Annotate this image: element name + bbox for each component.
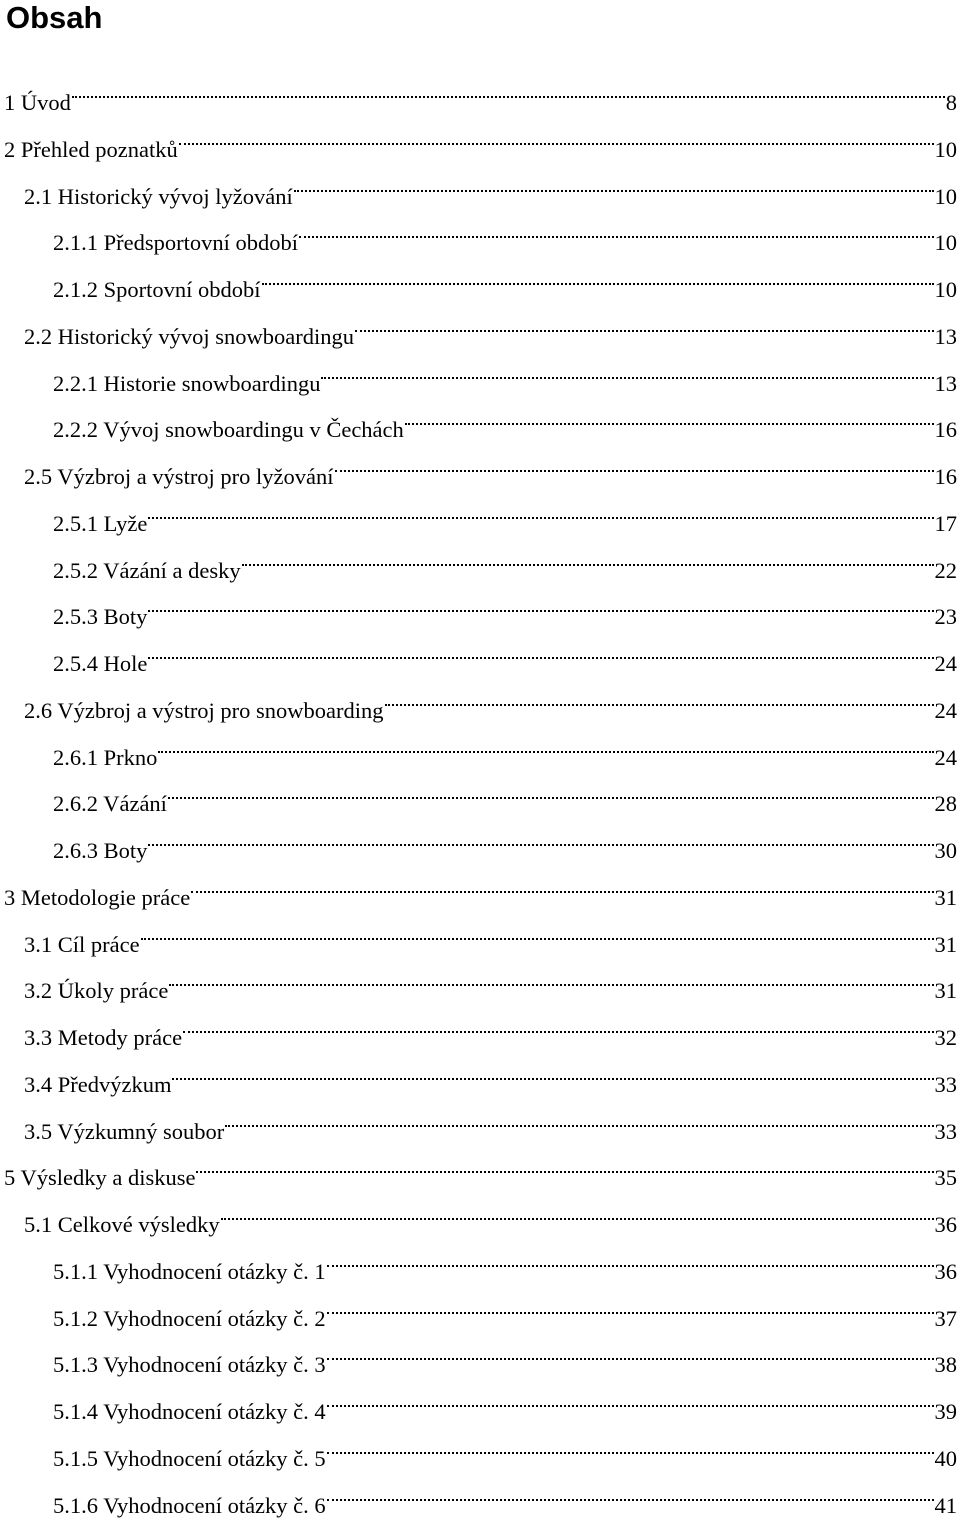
toc-dot-leader [327, 1233, 934, 1279]
toc-entry-page-number: 36 [935, 1202, 960, 1248]
toc-entry[interactable] [24, 1093, 960, 1139]
toc-entry[interactable] [24, 158, 960, 204]
toc-entry-label: 1 Úvod [4, 80, 71, 126]
toc-entry[interactable] [24, 952, 960, 998]
toc-entry-label: 5.1.4 Vyhodnocení otázky č. 4 [53, 1389, 326, 1435]
toc-entry-label: 5.1 Celkové výsledky [24, 1202, 220, 1248]
toc-entry-page-number: 10 [935, 220, 960, 266]
toc-entry[interactable] [53, 812, 960, 858]
toc-entry-page-number: 8 [946, 80, 960, 126]
toc-dot-leader [169, 952, 933, 998]
toc-dot-leader [299, 204, 934, 250]
toc-dot-leader [72, 64, 945, 110]
toc-entry-label: 3 Metodologie práce [4, 875, 190, 921]
toc-entry-page-number: 36 [935, 1249, 960, 1295]
toc-entry-page-number: 16 [935, 407, 960, 453]
toc-entry[interactable] [24, 1046, 960, 1092]
toc-entry[interactable] [4, 859, 960, 905]
toc-dot-leader [172, 1046, 933, 1092]
toc-entry-page-number: 38 [935, 1342, 960, 1388]
toc-entry-page-number: 24 [935, 688, 960, 734]
toc-dot-leader [327, 1420, 934, 1466]
toc-entry-label: 3.4 Předvýzkum [24, 1062, 171, 1108]
toc-entry-label: 2.5 Výzbroj a výstroj pro lyžování [24, 454, 334, 500]
toc-entry-page-number: 35 [935, 1155, 960, 1201]
toc-entry-page-number: 13 [935, 361, 960, 407]
toc-entry-label: 5.1.1 Vyhodnocení otázky č. 1 [53, 1249, 326, 1295]
toc-entry-page-number: 17 [935, 501, 960, 547]
toc-entry-page-number: 40 [935, 1436, 960, 1482]
toc-dot-leader [262, 251, 934, 297]
toc-entry-label: 2.2 Historický vývoj snowboardingu [24, 314, 354, 360]
toc-dot-leader [148, 625, 933, 671]
toc-entry[interactable] [53, 1326, 960, 1372]
toc-entry-label: 2.2.2 Vývoj snowboardingu v Čechách [53, 407, 404, 453]
toc-entry-label: 5.1.2 Vyhodnocení otázky č. 2 [53, 1296, 326, 1342]
toc-entry-label: 2.1.1 Předsportovní období [53, 220, 298, 266]
toc-entry[interactable] [24, 438, 960, 484]
toc-entry-label: 3.5 Výzkumný soubor [24, 1109, 224, 1155]
toc-entry[interactable] [24, 298, 960, 344]
toc-entry-page-number: 37 [935, 1296, 960, 1342]
toc-dot-leader [148, 485, 933, 531]
toc-entry[interactable] [53, 204, 960, 250]
toc-entry[interactable] [24, 1186, 960, 1232]
toc-entry[interactable] [53, 532, 960, 578]
toc-entry-page-number: 16 [935, 454, 960, 500]
toc-entry-label: 5 Výsledky a diskuse [4, 1155, 195, 1201]
toc-entry-page-number: 31 [935, 968, 960, 1014]
toc-entry[interactable] [53, 345, 960, 391]
toc-dot-leader [327, 1467, 934, 1513]
toc-dot-leader [405, 391, 934, 437]
toc-entry[interactable] [53, 1280, 960, 1326]
toc-entry-label: 3.3 Metody práce [24, 1015, 182, 1061]
toc-dot-leader [179, 111, 934, 157]
toc-dot-leader [148, 578, 933, 624]
toc-entry-label: 5.1.6 Vyhodnocení otázky č. 6 [53, 1483, 326, 1529]
toc-entry[interactable] [53, 625, 960, 671]
toc-dot-leader [191, 859, 933, 905]
toc-entry-label: 3.2 Úkoly práce [24, 968, 168, 1014]
toc-entry[interactable] [53, 391, 960, 437]
toc-entry[interactable] [53, 765, 960, 811]
toc-dot-leader [221, 1186, 934, 1232]
toc-entry-label: 2.5.4 Hole [53, 641, 147, 687]
toc-entry-page-number: 10 [935, 127, 960, 173]
toc-dot-leader [294, 158, 934, 204]
toc-entry-label: 2 Přehled poznatků [4, 127, 178, 173]
toc-dot-leader [327, 1373, 934, 1419]
toc-entry-page-number: 28 [935, 781, 960, 827]
toc-dot-leader [385, 672, 934, 718]
toc-entry-page-number: 24 [935, 735, 960, 781]
toc-entry[interactable] [53, 1420, 960, 1466]
toc-entry-page-number: 39 [935, 1389, 960, 1435]
toc-entry-label: 2.6.1 Prkno [53, 735, 157, 781]
toc-entry-label: 2.5.3 Boty [53, 594, 147, 640]
toc-dot-leader [183, 999, 933, 1045]
toc-entry-label: 2.2.1 Historie snowboardingu [53, 361, 320, 407]
toc-entry-label: 2.5.2 Vázání a desky [53, 548, 241, 594]
toc-entry-page-number: 30 [935, 828, 960, 874]
toc-entry-page-number: 32 [935, 1015, 960, 1061]
toc-entry-page-number: 31 [935, 875, 960, 921]
toc-entry-label: 2.6.2 Vázání [53, 781, 167, 827]
toc-entry[interactable] [4, 111, 960, 157]
toc-entry[interactable] [53, 485, 960, 531]
toc-entry[interactable] [4, 1139, 960, 1185]
toc-entry[interactable] [53, 1233, 960, 1279]
toc-dot-leader [158, 719, 933, 765]
toc-entry-page-number: 23 [935, 594, 960, 640]
toc-entry-label: 2.1 Historický vývoj lyžování [24, 174, 293, 220]
toc-entry-page-number: 31 [935, 922, 960, 968]
toc-entry[interactable] [24, 906, 960, 952]
toc-entry[interactable] [24, 672, 960, 718]
toc-entry-page-number: 33 [935, 1109, 960, 1155]
toc-dot-leader [335, 438, 934, 484]
toc-entry-label: 5.1.3 Vyhodnocení otázky č. 3 [53, 1342, 326, 1388]
toc-entry-page-number: 22 [935, 548, 960, 594]
toc-entry-page-number: 10 [935, 174, 960, 220]
toc-dot-leader [242, 532, 934, 578]
toc-entry[interactable] [24, 999, 960, 1045]
toc-dot-leader [321, 345, 933, 391]
toc-entry[interactable] [4, 64, 960, 110]
toc-entry-page-number: 41 [935, 1483, 960, 1529]
toc-dot-leader [196, 1139, 933, 1185]
toc-entry-label: 2.6.3 Boty [53, 828, 147, 874]
toc-entry-page-number: 13 [935, 314, 960, 360]
toc-entry-label: 2.1.2 Sportovní období [53, 267, 261, 313]
toc-entry[interactable] [53, 719, 960, 765]
toc-entry[interactable] [53, 251, 960, 297]
toc-entry-label: 2.6 Výzbroj a výstroj pro snowboarding [24, 688, 384, 734]
toc-entry[interactable] [53, 578, 960, 624]
toc-entry-label: 5.1.5 Vyhodnocení otázky č. 5 [53, 1436, 326, 1482]
toc-entry-page-number: 10 [935, 267, 960, 313]
toc-entry[interactable] [53, 1373, 960, 1419]
toc-dot-leader [355, 298, 934, 344]
toc-entry-page-number: 24 [935, 641, 960, 687]
toc-dot-leader [168, 765, 934, 811]
toc-dot-leader [141, 906, 934, 952]
toc-entry-page-number: 33 [935, 1062, 960, 1108]
toc-dot-leader [225, 1093, 933, 1139]
page-title: Obsah [6, 0, 102, 36]
toc-dot-leader [148, 812, 933, 858]
toc-dot-leader [327, 1326, 934, 1372]
toc-entry-label: 3.1 Cíl práce [24, 922, 140, 968]
toc-entry-label: 2.5.1 Lyže [53, 501, 147, 547]
toc-entry[interactable] [53, 1467, 960, 1513]
toc-dot-leader [327, 1280, 934, 1326]
